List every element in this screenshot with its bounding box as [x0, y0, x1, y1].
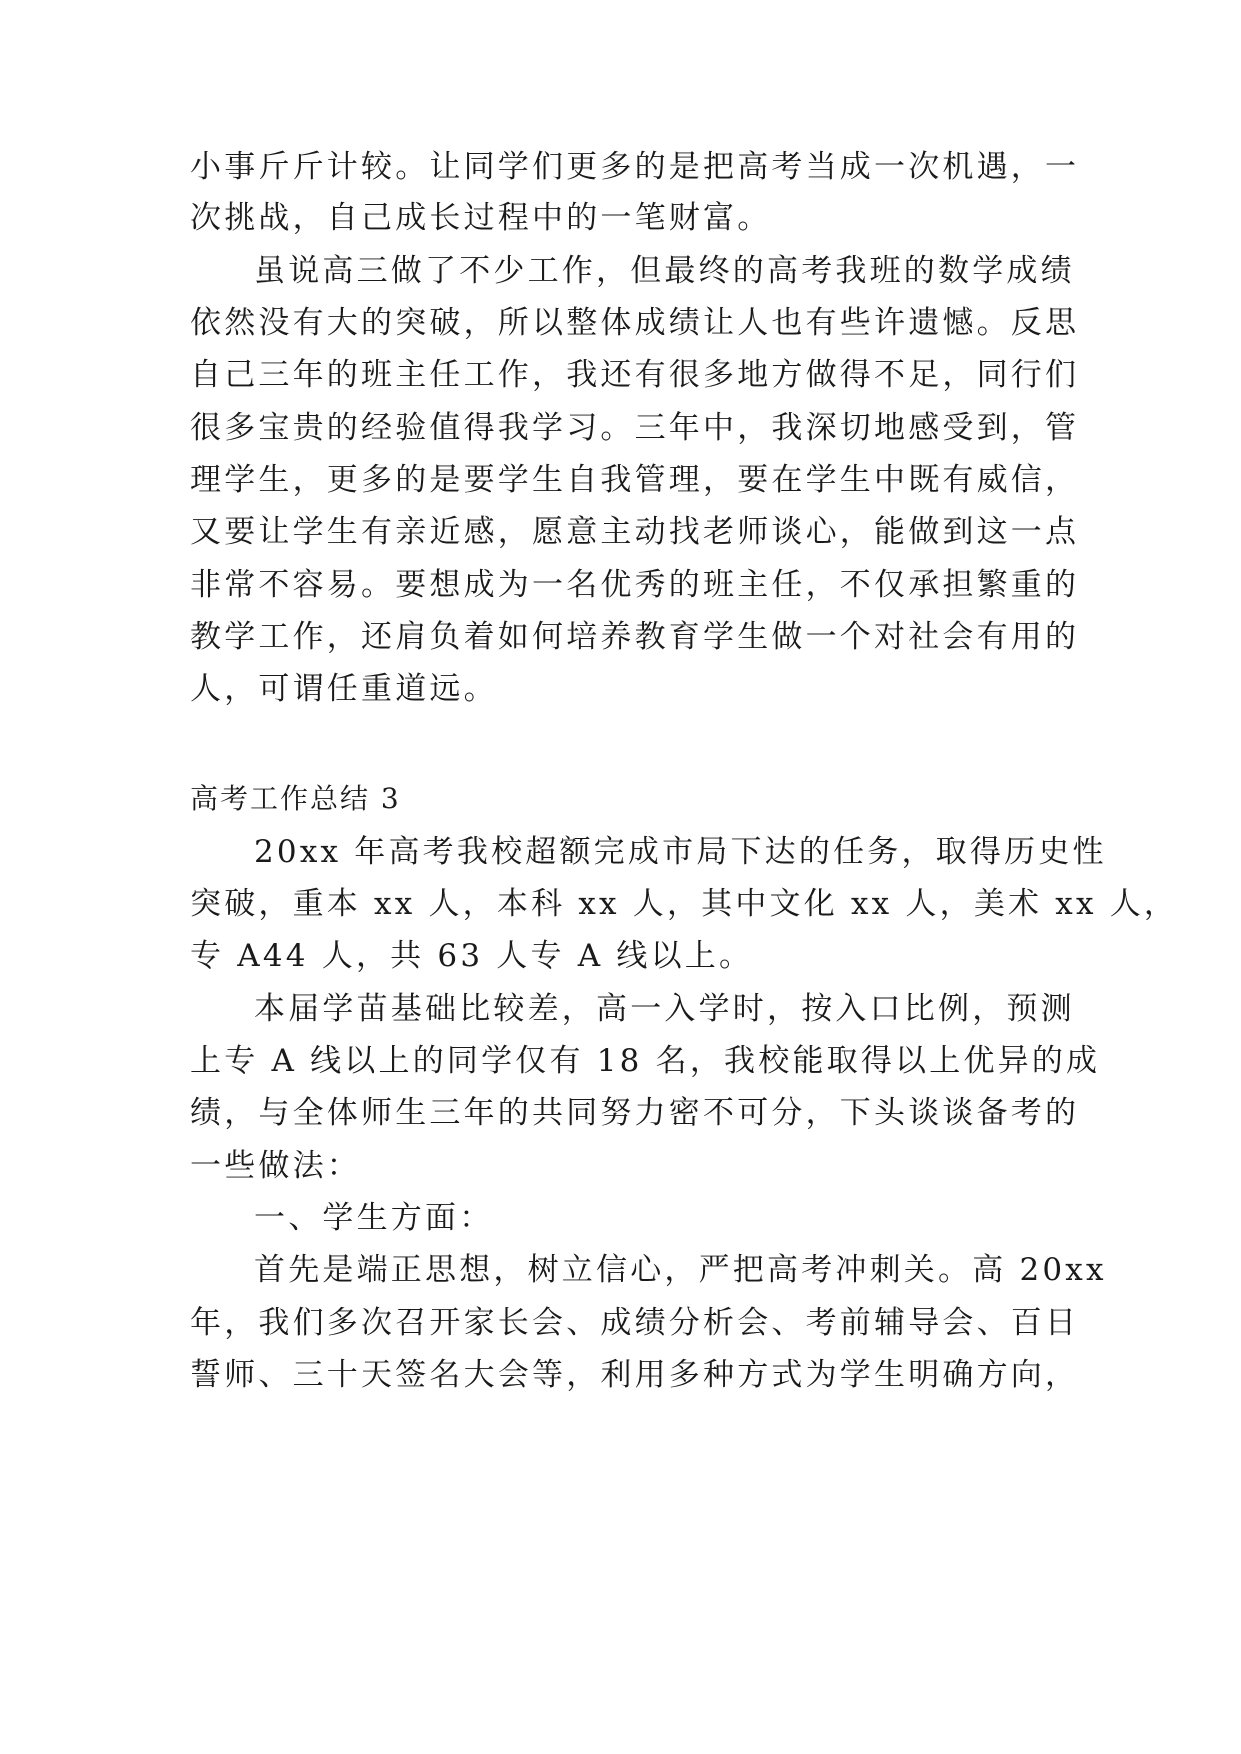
paragraph-line: 依然没有大的突破，所以整体成绩让人也有些许遗憾。反思: [190, 305, 1080, 341]
paragraph-line: 誓师、三十天签名大会等，利用多种方式为学生明确方向，: [190, 1357, 1080, 1393]
paragraph-line: 上专 A 线以上的同学仅有 18 名，我校能取得以上优异的成: [190, 1043, 1101, 1079]
paragraph-line: 小事斤斤计较。让同学们更多的是把高考当成一次机遇，一: [190, 149, 1080, 185]
paragraph-line: 本届学苗基础比较差，高一入学时，按入口比例，预测: [254, 991, 1075, 1027]
paragraph-line: 自己三年的班主任工作，我还有很多地方做得不足，同行们: [190, 357, 1080, 393]
paragraph-line: 理学生，更多的是要学生自我管理，要在学生中既有威信，: [190, 462, 1080, 498]
paragraph-line: 年，我们多次召开家长会、成绩分析会、考前辅导会、百日: [190, 1305, 1080, 1341]
paragraph-line: 很多宝贵的经验值得我学习。三年中，我深切地感受到，管: [190, 410, 1080, 446]
section-heading: 高考工作总结 3: [190, 782, 401, 815]
paragraph-line: 非常不容易。要想成为一名优秀的班主任，不仅承担繁重的: [190, 567, 1080, 603]
paragraph-line: 绩，与全体师生三年的共同努力密不可分，下头谈谈备考的: [190, 1095, 1080, 1131]
paragraph-line: 虽说高三做了不少工作，但最终的高考我班的数学成绩: [254, 253, 1075, 289]
paragraph-line: 20xx 年高考我校超额完成市局下达的任务，取得历史性: [254, 834, 1107, 870]
paragraph-line: 教学工作，还肩负着如何培养教育学生做一个对社会有用的: [190, 619, 1080, 655]
paragraph-line: 突破，重本 xx 人，本科 xx 人，其中文化 xx 人，美术 xx 人，: [190, 886, 1179, 922]
paragraph-line: 又要让学生有亲近感，愿意主动找老师谈心，能做到这一点: [190, 514, 1080, 550]
paragraph-line: 人，可谓任重道远。: [190, 671, 498, 707]
paragraph-line: 一些做法：: [190, 1148, 361, 1184]
paragraph-line: 次挑战，自己成长过程中的一笔财富。: [190, 200, 772, 236]
paragraph-line: 首先是端正思想，树立信心，严把高考冲刺关。高 20xx: [254, 1252, 1107, 1288]
subheading: 一、学生方面：: [254, 1200, 494, 1236]
paragraph-line: 专 A44 人，共 63 人专 A 线以上。: [190, 938, 754, 974]
